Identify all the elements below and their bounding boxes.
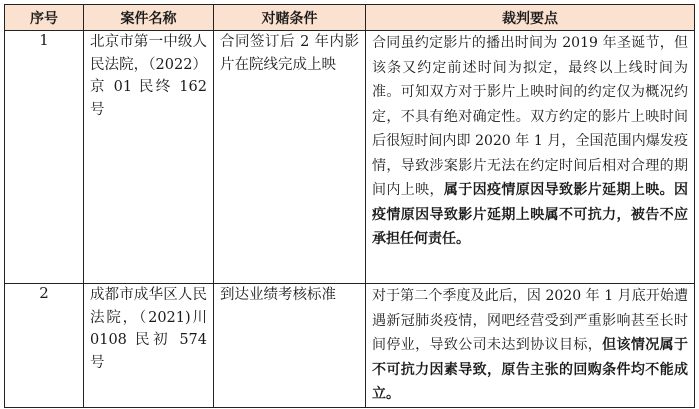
summary-cell (366, 284, 695, 408)
summary-text: 合同虽约定影片的播出时间为 2019 年圣诞节，但该条又约定前述时间为拟定，最终以上线时间为准。可知双方对于影片上映时间的约定仅为概况约定，不具有绝对确定性。双方约定的影片上映时间后很短时间内即 2020 年 1 月，全国范围内爆发疫情，导致涉案影片无法在约定时间后相对合理的期间内上映， (372, 35, 688, 198)
summary-text: 对于第二个季度及此后，因 2020 年 1 月底开始遭遇新冠肺炎疫情，网吧经营受到严重影响甚至长时间停业，导致公司未达到协议目标， (372, 288, 688, 353)
table-row (5, 284, 695, 408)
case-table (4, 4, 695, 408)
row-index: 2 (5, 284, 84, 408)
summary-cell (366, 31, 695, 284)
condition-cell: 到达业绩考核标准 (214, 284, 366, 408)
header-case-name: 案件名称 (84, 5, 214, 31)
summary-emphasis: 但该情况属于不可抗力因素导致，原告主张的回购条件均不能成立。 (372, 337, 689, 402)
header-condition: 对赌条件 (214, 5, 366, 31)
header-index: 序号 (5, 5, 84, 31)
row-index: 1 (5, 31, 84, 284)
summary-emphasis: 属于因疫情原因导致影片延期上映。因疫情原因导致影片延期上映属不可抗力，被告不应承担任何责任。 (372, 182, 689, 247)
case-name-cell: 北京市第一中级人民法院，（2022）京 01 民终 162 号 (84, 31, 214, 284)
table-row (5, 31, 695, 284)
document-table-container (4, 4, 695, 408)
condition-cell: 合同签订后 2 年内影片在院线完成上映 (214, 31, 366, 284)
case-name-cell: 成都市成华区人民法院，（2021)川 0108 民初 574 号 (84, 284, 214, 408)
header-summary: 裁判要点 (366, 5, 695, 31)
table-header-row (5, 5, 695, 31)
